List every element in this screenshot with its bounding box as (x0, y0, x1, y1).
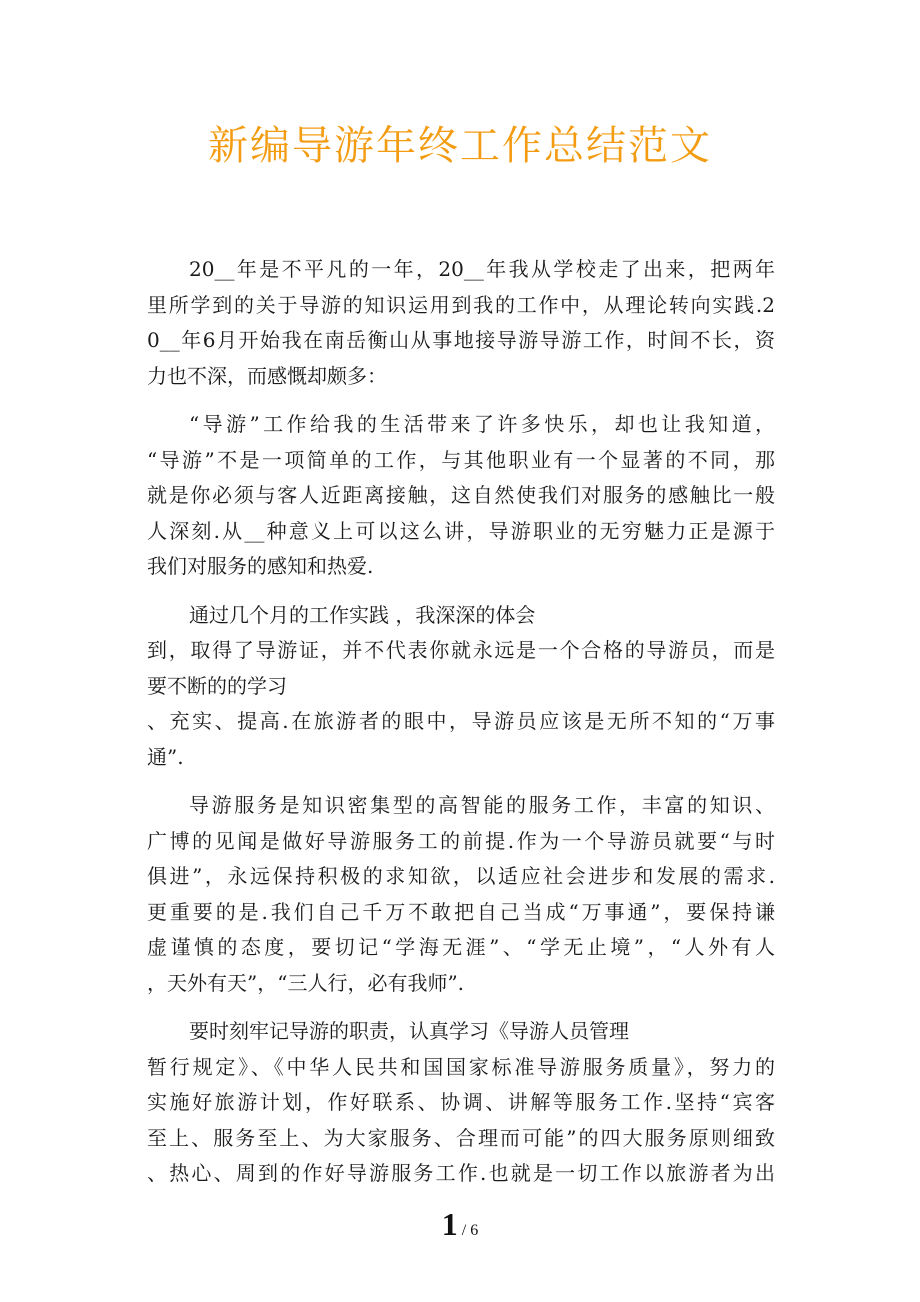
text-line: 通”. (147, 744, 184, 769)
page-number (0, 1206, 920, 1243)
text-line: 广博的见闻是做好导游服务工的前提.作为一个导游员就要“与时 (147, 828, 775, 853)
text-line: 实施好旅游计划，作好联系、协调、讲解等服务工作.坚持“宾客 (147, 1090, 775, 1114)
text-line: 至上、服务至上、为大家服务、合理而可能”的四大服务原则细致 (147, 1125, 775, 1150)
paragraph-2 (147, 407, 775, 585)
text-line: 里所学到的关于导游的知识运用到我的工作中，从理论转向实践.2 (147, 292, 775, 317)
text-line: 暂行规定》、《中华人民共和国国家标准导游服务质量》，努力的 (147, 1054, 775, 1079)
text-line: 俱进”，永远保持积极的求知欲，以适应社会进步和发展的需求. (147, 864, 775, 888)
text-line: 虚谨慎的态度，要切记“学海无涯”、“学无止境”，“人外有人 (147, 935, 775, 959)
text-line: “导游”不是一项简单的工作，与其他职业有一个显著的不同，那 (147, 447, 775, 472)
document-title: 新编导游年终工作总结范文 (208, 123, 712, 169)
text-line: 、热心、周到的作好导游服务工作.也就是一切工作以旅游者为出 (147, 1161, 775, 1185)
text-line: 导游服务是知识密集型的高智能的服务工作，丰富的知识、 (189, 793, 775, 817)
text-line: 通过几个月的工作实践 ，我深深的体会 (189, 602, 536, 627)
text-line: 更重要的是.我们自己千万不敢把自己当成“万事通”，要保持谦 (147, 899, 775, 924)
text-line: 力也不深，而感慨却颇多： (147, 363, 387, 388)
document-body (147, 252, 775, 1205)
text-line: 人深刻.从__种意义上可以这么讲，导游职业的无穷魅力正是源于 (147, 518, 775, 543)
current-page-number: 1 (441, 1206, 458, 1242)
text-line: 到，取得了导游证，并不代表你就永远是一个合格的导游员，而是 (147, 638, 775, 662)
text-line: 20__年是不平凡的一年，20__年我从学校走了出来，把两年 (189, 257, 775, 281)
text-line: 要时刻牢记导游的职责，认真学习《导游人员管理 (189, 1019, 629, 1043)
text-line: 、充实、提高.在旅游者的眼中，导游员应该是无所不知的“万事 (147, 709, 775, 733)
paragraph-5 (147, 1014, 775, 1192)
text-line: 0__年6月开始我在南岳衡山从事地接导游导游工作，时间不长，资 (147, 328, 775, 352)
text-line: 要不断的的学习 (147, 673, 287, 698)
text-line: 我们对服务的感知和热爱. (147, 554, 374, 578)
total-pages: 6 (470, 1222, 479, 1239)
text-line: 就是你必须与客人近距离接触，这自然使我们对服务的感触比一般 (147, 483, 775, 507)
text-line: “导游”工作给我的生活带来了许多快乐，却也让我知道， (189, 412, 775, 436)
paragraph-4 (147, 788, 775, 1001)
page-separator: / (461, 1222, 467, 1239)
paragraph-1 (147, 252, 775, 394)
text-line: ，天外有天”，“三人行，必有我师”. (147, 970, 465, 995)
paragraph-3 (147, 598, 775, 776)
